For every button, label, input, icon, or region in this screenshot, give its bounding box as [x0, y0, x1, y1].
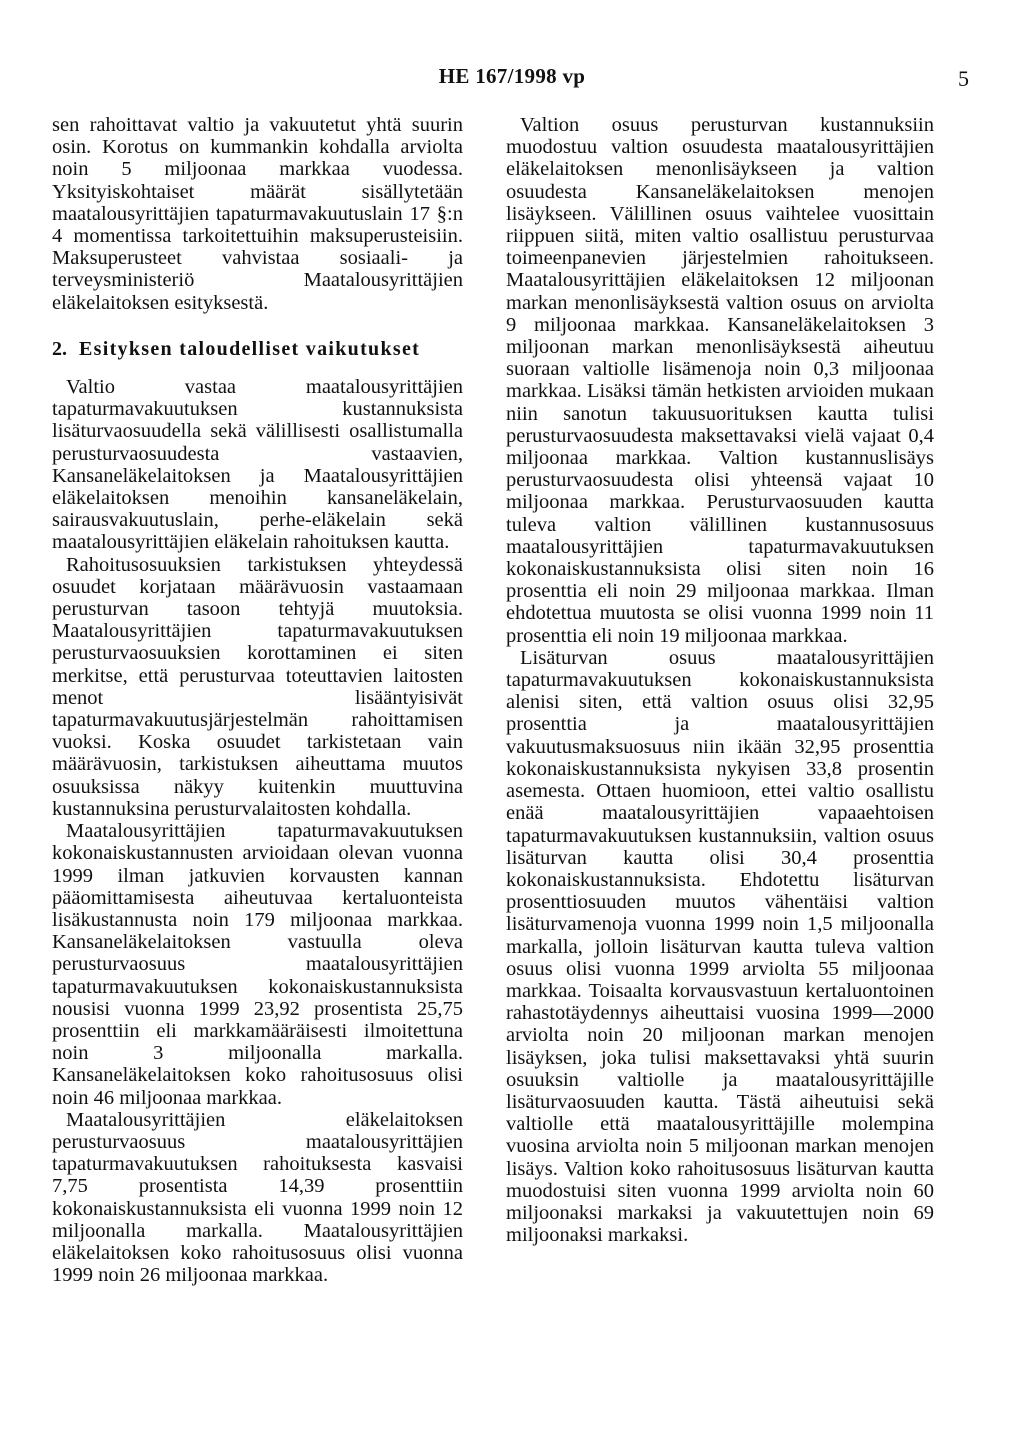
paragraph: Rahoitusosuuksien tarkistuksen yhteydessä osuudet korjataan määrävuosin vastaamaan perusturvan tasoon tehtyjä muutoksia. Maatalousyrittäjien tapaturmavakuutuksen perusturvaosuuksien korottaminen ei siten merkitse, että perusturvaa toteuttavien laitosten menot lisääntyisivät tapaturmavakuutusjärjestelmän rahoittamisen vuoksi. Koska osuudet tarkistetaan vain määrävuosin, tarkistuksen aiheuttama muutos osuuksissa näkyy kuitenkin muuttuvina kustannuksina perusturvalaitosten kohdalla.	[52, 553, 463, 820]
section-title: Esityksen taloudelliset vaikutukset	[79, 337, 421, 360]
section-number: 2.	[52, 337, 67, 360]
paragraph: Valtion osuus perusturvan kustannuksiin muodostuu valtion osuudesta maatalousyrittäjien eläkelaitoksen menonlisäykseen ja valtion osuudesta Kansaneläkelaitoksen menojen lisäykseen. Välillinen osuus vaihtelee vuosittain riippuen siitä, miten valtio osallistuu perusturvaa toimeenpanevien järjestelmien rahoitukseen. Maatalousyrittäjien eläkelaitoksen 12 miljoonan markan menonlisäyksestä valtion osuus on arviolta 9 miljoonaa markkaa. Kansaneläkelaitoksen 3 miljoonan markan menonlisäyksestä aiheutuu suoraan valtiolle lisämenoja noin 0,3 miljoonaa markkaa. Lisäksi tämän hetkisten arvioiden mukaan niin sanotun takuusuorituksen kautta tulisi perusturvaosuudesta maksettavaksi vielä vajaat 0,4 miljoonaa markkaa. Valtion kustannuslisäys perusturvaosuudesta olisi yhteensä vajaat 10 miljoonaa markkaa. Perusturvaosuuden kautta tuleva valtion välillinen kustannusosuus maatalousyrittäjien tapaturmavakuutuksen kokonaiskustannuksista olisi siten noin 16 prosenttia eli noin 29 miljoonaa markkaa. Ilman ehdotettua muutosta se olisi vuonna 1999 noin 11 prosenttia eli noin 19 miljoonaa markkaa.	[506, 114, 934, 647]
paragraph: Maatalousyrittäjien eläkelaitoksen perusturvaosuus maatalousyrittäjien tapaturmavakuutuksen rahoituksesta kasvaisi 7,75 prosentista 14,39 prosenttiin kokonaiskustannuksista eli vuonna 1999 noin 12 miljoonalla markalla. Maatalousyrittäjien eläkelaitoksen koko rahoitusosuus olisi vuonna 1999 noin 26 miljoonaa markkaa.	[52, 1108, 463, 1287]
paragraph: Lisäturvan osuus maatalousyrittäjien tapaturmavakuutuksen kokonaiskustannuksista alenisi siten, että valtion osuus olisi 32,95 prosenttia ja maatalousyrittäjien vakuutusmaksuosuus niin ikään 32,95 prosenttia kokonaiskustannuksista nykyisen 33,8 prosentin asemesta. Ottaen huomioon, ettei valtio osallistu enää maatalousyrittäjien vapaaehtoisen tapaturmavakuutuksen kustannuksiin, valtion osuus lisäturvan kautta olisi 30,4 prosenttia kokonaiskustannuksista. Ehdotettu lisäturvan prosenttiosuuden muutos vähentäisi valtion lisäturvamenoja vuonna 1999 noin 1,5 miljoonalla markalla, jolloin lisäturvan kautta tuleva valtion osuus olisi vuonna 1999 arviolta 55 miljoonaa markkaa. Toisaalta korvausvastuun kertaluontoinen rahastotäydennys aiheuttaisi vuosina 1999—2000 arviolta noin 20 miljoonan markan menojen lisäyksen, joka tulisi maksettavaksi yhtä suurin osuuksin valtiolle ja maatalousyrittäjille lisäturvaosuuden kautta. Tästä aiheutuisi sekä valtiolle että maatalousyrittäjille molempina vuosina arviolta noin 5 miljoonan markan menojen lisäys. Valtion koko rahoitusosuus lisäturvan kautta muodostuisi siten vuonna 1999 arviolta noin 60 miljoonaksi markaksi ja vakuutettujen noin 69 miljoonaksi markaksi.	[506, 646, 934, 1247]
paragraph: Maatalousyrittäjien tapaturmavakuutuksen kokonaiskustannusten arvioidaan olevan vuonna 1999 ilman jatkuvien korvausten kannan pääomittamisesta aiheutuvaa kertaluonteista lisäkustannusta noin 179 miljoonaa markkaa. Kansaneläkelaitoksen vastuulla oleva perusturvaosuus maatalousyrittäjien tapaturmavakuutuksen kokonaiskustannuksista nousisi vuonna 1999 23,92 prosentista 25,75 prosenttiin eli markkamääräisesti ilmoitettuna noin 3 miljoonalla markalla. Kansaneläkelaitoksen koko rahoitusosuus olisi noin 46 miljoonaa markkaa.	[52, 820, 463, 1109]
paragraph: sen rahoittavat valtio ja vakuutetut yhtä suurin osin. Korotus on kummankin kohdalla arviolta noin 5 miljoonaa markkaa vuodessa. Yksityiskohtaiset määrät sisällytetään maatalousyrittäjien tapaturmavakuutuslain 17 §:n 4 momentissa tarkoitettuihin maksuperusteisiin. Maksuperusteet vahvistaa sosiaali- ja terveysministeriö Maatalousyrittäjien eläkelaitoksen esityksestä.	[52, 114, 463, 314]
paragraph: Valtio vastaa maatalousyrittäjien tapaturmavakuutuksen kustannuksista lisäturvaosuudella sekä välillisesti osallistumalla perusturvaosuudesta vastaavien, Kansaneläkelaitoksen ja Maatalousyrittäjien eläkelaitoksen menoihin kansaneläkelain, sairausvakuutuslain, perhe-eläkelain sekä maatalousyrittäjien eläkelain rahoituksen kautta.	[52, 376, 463, 554]
left-column	[52, 114, 463, 1286]
section-heading	[52, 338, 463, 360]
page-header-title: HE 167/1998 vp	[438, 64, 586, 88]
right-column	[506, 114, 934, 1246]
page-number: 5	[958, 66, 969, 91]
